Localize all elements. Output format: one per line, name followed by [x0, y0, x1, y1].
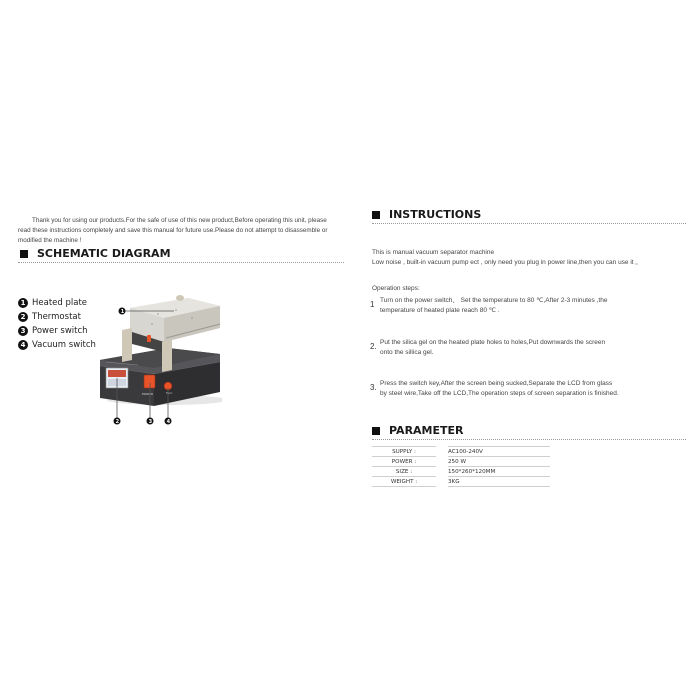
param-key: WEIGHT :: [390, 478, 418, 485]
svg-text:4: 4: [166, 419, 171, 426]
parameter-title: PARAMETER: [389, 424, 464, 437]
instructions-heading: [372, 208, 481, 221]
param-value: 3KG: [448, 477, 550, 487]
intro-paragraph: [18, 216, 348, 246]
param-value: 150*260*120MM: [448, 467, 550, 477]
instructions-description: [372, 248, 692, 268]
schematic-title: SCHEMATIC DIAGRAM: [37, 247, 171, 260]
step-text: onto the sillica gel.: [380, 349, 434, 356]
param-key: POWER :: [391, 458, 417, 465]
vacuum-label: Turn: [166, 391, 173, 395]
step-number: 2.: [370, 342, 377, 351]
number-3-icon: 3: [18, 326, 28, 336]
instructions-divider: [372, 223, 686, 224]
step-text: Turn on the power switch、 Set the temperature to 80 ℃,After 2-3 minutes ,the: [380, 297, 608, 304]
table-row: [372, 447, 550, 457]
intro-line-1: Thank you for using our products.For the safe of use of this new product,Before operating this unit, please: [32, 217, 327, 224]
square-bullet-icon: [372, 211, 380, 219]
legend-label: Vacuum switch: [32, 340, 96, 350]
schematic-heading: [20, 247, 171, 260]
legend-label: Thermostat: [32, 312, 81, 322]
svg-text:1: 1: [120, 309, 125, 316]
param-value: 250 W: [448, 457, 550, 467]
description-line-1: This is manual vacuum separator machine: [372, 249, 495, 256]
svg-text:3: 3: [148, 419, 153, 426]
step-text: by steel wire,Take off the LCD,The operation steps of screen separation is finished.: [380, 390, 619, 397]
legend-label: Heated plate: [32, 298, 88, 308]
param-key: SIZE :: [395, 468, 413, 475]
number-1-icon: 1: [18, 298, 28, 308]
svg-text:2: 2: [115, 419, 120, 426]
step-2: [370, 338, 690, 358]
instructions-title: INSTRUCTIONS: [389, 208, 482, 221]
parameter-heading: [372, 424, 464, 437]
step-number: 1: [370, 300, 375, 309]
machine-illustration: [92, 288, 222, 430]
param-value: AC100-240V: [448, 447, 550, 457]
intro-line-2: read these instructions completely and save this manual for future use.Please do not attempt to disassemble or: [18, 227, 328, 234]
parameter-table: [372, 446, 550, 487]
parameter-divider: [372, 439, 686, 440]
schematic-legend: [18, 296, 96, 352]
schematic-divider: [18, 262, 344, 263]
table-row: [372, 467, 550, 477]
description-line-2: Low noise , built-in vacuum pump ect , only need you plug in power line,then you can use it 。: [372, 259, 642, 266]
square-bullet-icon: [20, 250, 28, 258]
step-3: [370, 379, 695, 399]
number-4-icon: 4: [18, 340, 28, 350]
step-number: 3.: [370, 383, 377, 392]
square-bullet-icon: [372, 427, 380, 435]
legend-label: Power switch: [32, 326, 88, 336]
legend-item: [18, 296, 96, 310]
number-2-icon: 2: [18, 312, 28, 322]
legend-item: [18, 324, 96, 338]
table-row: [372, 477, 550, 487]
operation-steps-title: Operation steps:: [372, 285, 420, 292]
step-1: [370, 296, 690, 316]
intro-line-3: modified the machine !: [18, 237, 82, 244]
legend-item: [18, 310, 96, 324]
param-key: SUPPLY :: [392, 448, 416, 455]
step-text: Press the switch key,After the screen being sucked,Separate the LCD from glass: [380, 380, 613, 387]
table-row: [372, 457, 550, 467]
step-text: temperature of heated plate reach 80 ℃ .: [380, 307, 500, 314]
legend-item: [18, 338, 96, 352]
power-label: POWER: [142, 392, 154, 396]
step-text: Put the silica gel on the heated plate holes to holes,Put downwards the screen: [380, 339, 606, 346]
